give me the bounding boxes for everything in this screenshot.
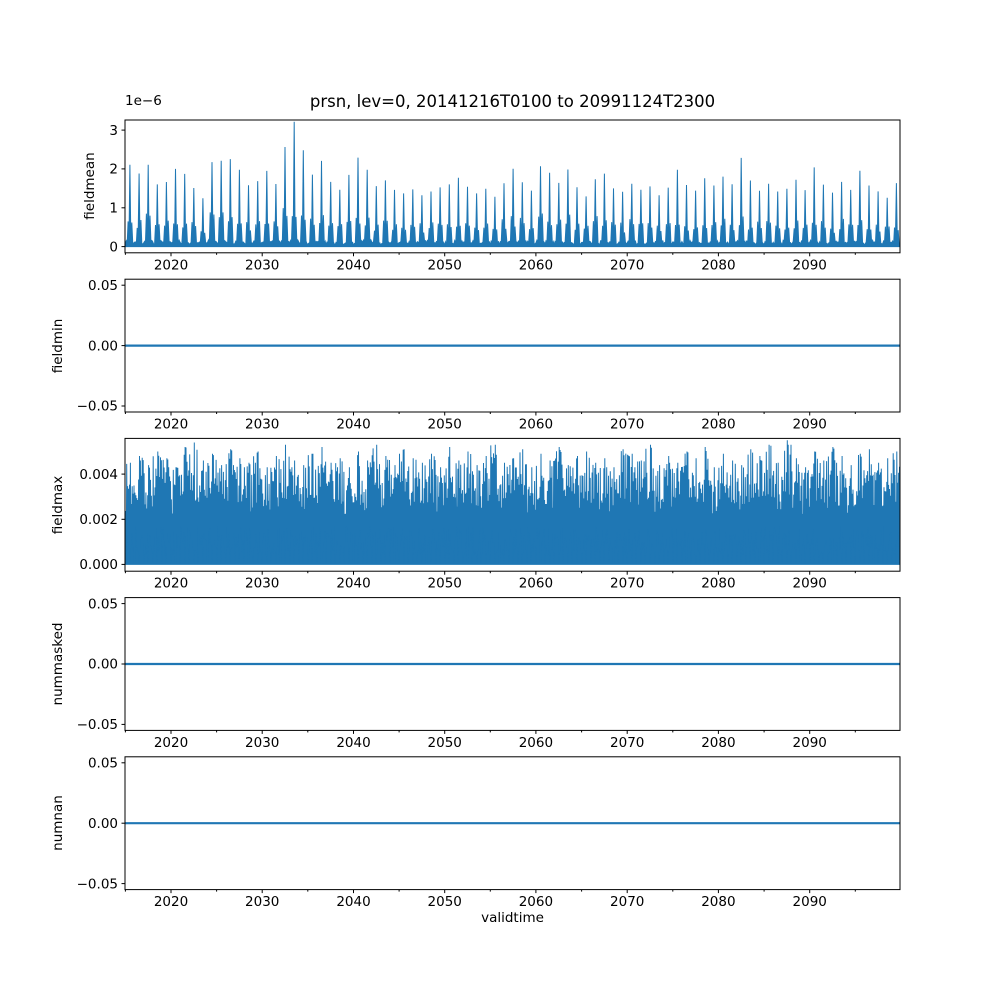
y-tick-label: 0.004 — [79, 466, 118, 483]
x-tick-label: 2020 — [153, 257, 189, 274]
series-fieldmax — [125, 440, 900, 564]
x-tick-label: 2030 — [245, 416, 280, 433]
x-tick-label: 2020 — [153, 734, 189, 751]
y-tick-label: 0.002 — [79, 512, 118, 528]
x-tick-label: 2060 — [518, 257, 554, 274]
x-tick-label: 2070 — [610, 894, 645, 911]
y-tick-label: 0.05 — [87, 755, 118, 772]
x-tick-label: 2050 — [427, 257, 462, 274]
y-tick-label: −0.05 — [76, 717, 118, 734]
y-tick-label: 2 — [109, 161, 118, 178]
y-tick-label: 0.00 — [87, 815, 118, 832]
x-tick-label: 2020 — [153, 894, 189, 911]
x-tick-label: 2050 — [427, 734, 462, 751]
x-tick-label: 2040 — [336, 894, 371, 911]
x-tick-label: 2020 — [153, 575, 189, 592]
x-tick-label: 2050 — [427, 894, 462, 911]
y-axis-offset-label: 1e−6 — [125, 93, 162, 109]
x-tick-label: 2050 — [427, 416, 462, 433]
x-tick-label: 2030 — [245, 257, 280, 274]
x-tick-label: 2070 — [610, 734, 645, 751]
x-tick-label: 2060 — [518, 894, 554, 911]
y-tick-label: 3 — [109, 122, 118, 139]
x-tick-label: 2040 — [336, 734, 371, 751]
y-tick-label: 1 — [109, 200, 118, 217]
x-tick-label: 2030 — [245, 734, 280, 751]
ylabel-fieldmin: fieldmin — [50, 318, 66, 374]
ylabel-fieldmax: fieldmax — [50, 475, 66, 535]
ylabel-numnan: numnan — [50, 795, 66, 851]
x-tick-label: 2040 — [336, 257, 371, 274]
x-tick-label: 2060 — [518, 734, 554, 751]
x-tick-label: 2080 — [701, 734, 736, 751]
y-tick-label: 0 — [109, 239, 118, 256]
x-tick-label: 2070 — [610, 257, 645, 274]
x-tick-label: 2030 — [245, 575, 280, 592]
y-tick-label: 0.05 — [87, 277, 118, 294]
y-tick-label: −0.05 — [76, 876, 118, 893]
x-tick-label: 2090 — [792, 894, 827, 911]
x-tick-label: 2020 — [153, 416, 189, 433]
y-tick-label: 0.00 — [87, 656, 118, 673]
x-tick-label: 2040 — [336, 575, 371, 592]
figure-title: prsn, lev=0, 20141216T0100 to 20991124T2300 — [309, 92, 716, 111]
y-tick-label: 0.00 — [87, 338, 118, 355]
x-tick-label: 2060 — [518, 416, 554, 433]
ylabel-fieldmean: fieldmean — [82, 152, 98, 220]
x-tick-label: 2040 — [336, 416, 371, 433]
x-tick-label: 2060 — [518, 575, 554, 592]
xlabel-validtime: validtime — [481, 910, 544, 926]
x-tick-label: 2090 — [792, 416, 827, 433]
x-tick-label: 2090 — [792, 734, 827, 751]
y-tick-label: 0.05 — [87, 596, 118, 613]
x-tick-label: 2030 — [245, 894, 280, 911]
x-tick-label: 2070 — [610, 575, 645, 592]
series-fieldmean — [125, 122, 900, 247]
x-tick-label: 2080 — [701, 894, 736, 911]
x-tick-label: 2080 — [701, 575, 736, 592]
x-tick-label: 2080 — [701, 257, 736, 274]
x-tick-label: 2070 — [610, 416, 645, 433]
ylabel-nummasked: nummasked — [50, 622, 66, 706]
x-tick-label: 2080 — [701, 416, 736, 433]
x-tick-label: 2090 — [792, 575, 827, 592]
x-tick-label: 2050 — [427, 575, 462, 592]
y-tick-label: 0.000 — [79, 557, 118, 574]
x-tick-label: 2090 — [792, 257, 827, 274]
y-tick-label: −0.05 — [76, 398, 118, 415]
